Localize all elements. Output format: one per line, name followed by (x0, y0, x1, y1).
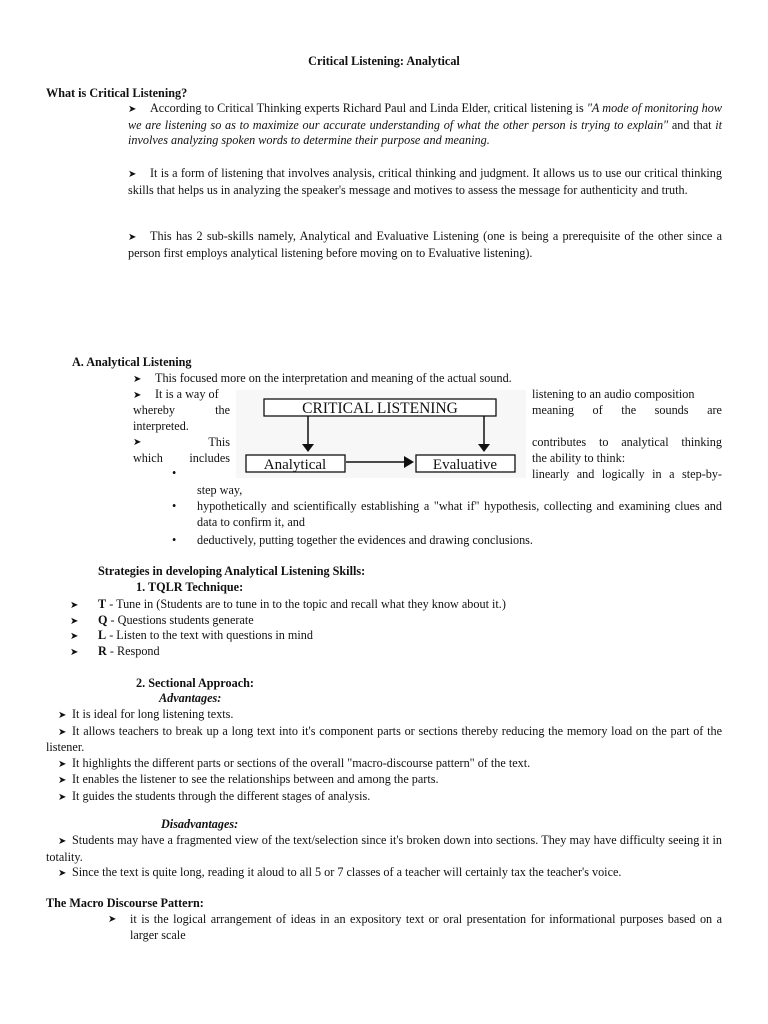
bullet-arrow-icon: ➤ (128, 169, 137, 180)
list-item: ➤ Students may have a fragmented view of the text/selection since it's broken down into sections. They may have difficulty seeing it in totality. (46, 833, 722, 864)
bullet-arrow-icon: ➤ (58, 758, 67, 770)
dot-hypothetically: • hypothetically and scientifically establishing a "what if" hypothesis, collecting and examining clues and data to confirm it, and (172, 499, 722, 529)
list-item: ➤ R - Respond (70, 644, 506, 660)
bullet-arrow-icon: ➤ (58, 791, 67, 803)
list-item: ➤ T - Tune in (Students are to tune in to the topic and recall what they know about it.) (70, 597, 506, 613)
bullet-arrow-icon: ➤ (108, 914, 117, 925)
bullet-arrow-icon: ➤ (70, 615, 79, 627)
bullet-arrow-icon: ➤ (58, 726, 67, 738)
dot-deductively: • deductively, putting together the evidences and drawing conclusions. (172, 533, 533, 547)
bullet-contributes-right: contributes to analytical thinking (532, 435, 722, 449)
list-item: ➤ It highlights the different parts or sections of the overall "macro-discourse pattern" of the text. (46, 756, 722, 773)
bullet-arrow-icon: ➤ (128, 104, 137, 115)
macro-heading: The Macro Discourse Pattern: (46, 896, 204, 910)
bullet-way-of-right-line2: meaning of the sounds are (532, 403, 722, 417)
list-item: ➤ It guides the students through the different stages of analysis. (46, 789, 722, 806)
macro-bullet: ➤ it is the logical arrangement of ideas in an expository text or oral presentation for informational purposes based on a larger scale (108, 912, 722, 942)
list-item: ➤ Q - Questions students generate (70, 613, 506, 629)
dot-icon: • (172, 466, 177, 480)
dot-linearly-cont: step way, (197, 483, 243, 497)
paragraph-definition: ➤ According to Critical Thinking experts Richard Paul and Linda Elder, critical listening is "A mode of monitoring how we are listening so as to maximize our accurate understanding of what the other person is trying to explain" and that it involves analyzing spoken words to determine their purpose and meaning. (128, 101, 722, 148)
advantages-list (46, 707, 722, 806)
dot-linearly-right: linearly and logically in a step-by- (532, 467, 722, 481)
diagram-left-label: Analytical (263, 457, 327, 473)
page-title: Critical Listening: Analytical (308, 54, 460, 68)
paragraph-sub-skills: ➤ This has 2 sub-skills namely, Analytical and Evaluative Listening (one is being a prerequisite of the other since a person first employs analytical listening before moving on to Evaluative listening). (128, 229, 722, 260)
tqlr-heading: 1. TQLR Technique: (136, 580, 244, 594)
bullet-way-of-left: ➤ It is a way of (133, 387, 219, 404)
bullet-arrow-icon: ➤ (58, 836, 67, 847)
bullet-arrow-icon: ➤ (133, 437, 142, 448)
diagram-right-label: Evaluative (432, 457, 498, 473)
bullet-contributes-right-line2: the ability to think: (532, 451, 626, 465)
dot-icon: • (172, 499, 177, 513)
bullet-arrow-icon: ➤ (58, 868, 67, 880)
bullet-arrow-icon: ➤ (128, 232, 137, 243)
bullet-arrow-icon: ➤ (70, 646, 79, 658)
diagram-top-label: CRITICAL LISTENING (302, 400, 458, 417)
list-item: ➤ It enables the listener to see the relationships between and among the parts. (46, 772, 722, 789)
strategies-heading: Strategies in developing Analytical Listening Skills: (98, 564, 366, 578)
disadvantages-list (46, 833, 722, 882)
bullet-arrow-icon: ➤ (70, 631, 79, 643)
bullet-arrow-icon: ➤ (133, 390, 142, 401)
list-item: ➤ L - Listen to the text with questions in mind (70, 628, 506, 644)
dot-icon: • (172, 533, 177, 547)
bullet-focused: ➤ This focused more on the interpretation and meaning of the actual sound. (133, 371, 512, 388)
advantages-label: Advantages: (159, 691, 222, 705)
bullet-arrow-icon: ➤ (58, 775, 67, 787)
sectional-approach-heading: 2. Sectional Approach: (136, 676, 254, 690)
list-item: ➤ It is ideal for long listening texts. (46, 707, 722, 724)
tqlr-list (70, 597, 506, 659)
paragraph-form-of-listening: ➤ It is a form of listening that involves analysis, critical thinking and judgment. It allows us to use our critical thinking skills that helps us in analyzing the speaker's message and motives to assess the message for authenticity and truth. (128, 166, 722, 197)
critical-listening-diagram (236, 390, 526, 478)
bullet-arrow-icon: ➤ (133, 374, 142, 385)
bullet-way-of-left-line2: whereby the (133, 403, 230, 417)
bullet-contributes-left: ➤ This (133, 435, 230, 449)
bullet-arrow-icon: ➤ (70, 600, 79, 611)
bullet-way-of-right: listening to an audio composition (532, 387, 695, 401)
list-item: ➤ Since the text is quite long, reading it aloud to all 5 or 7 classes of a teacher will certainly tax the teacher's voice. (46, 865, 722, 882)
section-heading-analytical: A. Analytical Listening (72, 355, 192, 369)
disadvantages-label: Disadvantages: (161, 817, 239, 831)
section-heading-what-is: What is Critical Listening? (46, 86, 188, 100)
bullet-arrow-icon: ➤ (58, 710, 67, 721)
bullet-way-of-left-line3: interpreted. (133, 419, 189, 433)
list-item: ➤ It allows teachers to break up a long text into it's component parts or sections thereby reducing the memory load on the part of the listener. (46, 723, 722, 755)
bullet-contributes-left-line2: which includes (133, 451, 230, 465)
